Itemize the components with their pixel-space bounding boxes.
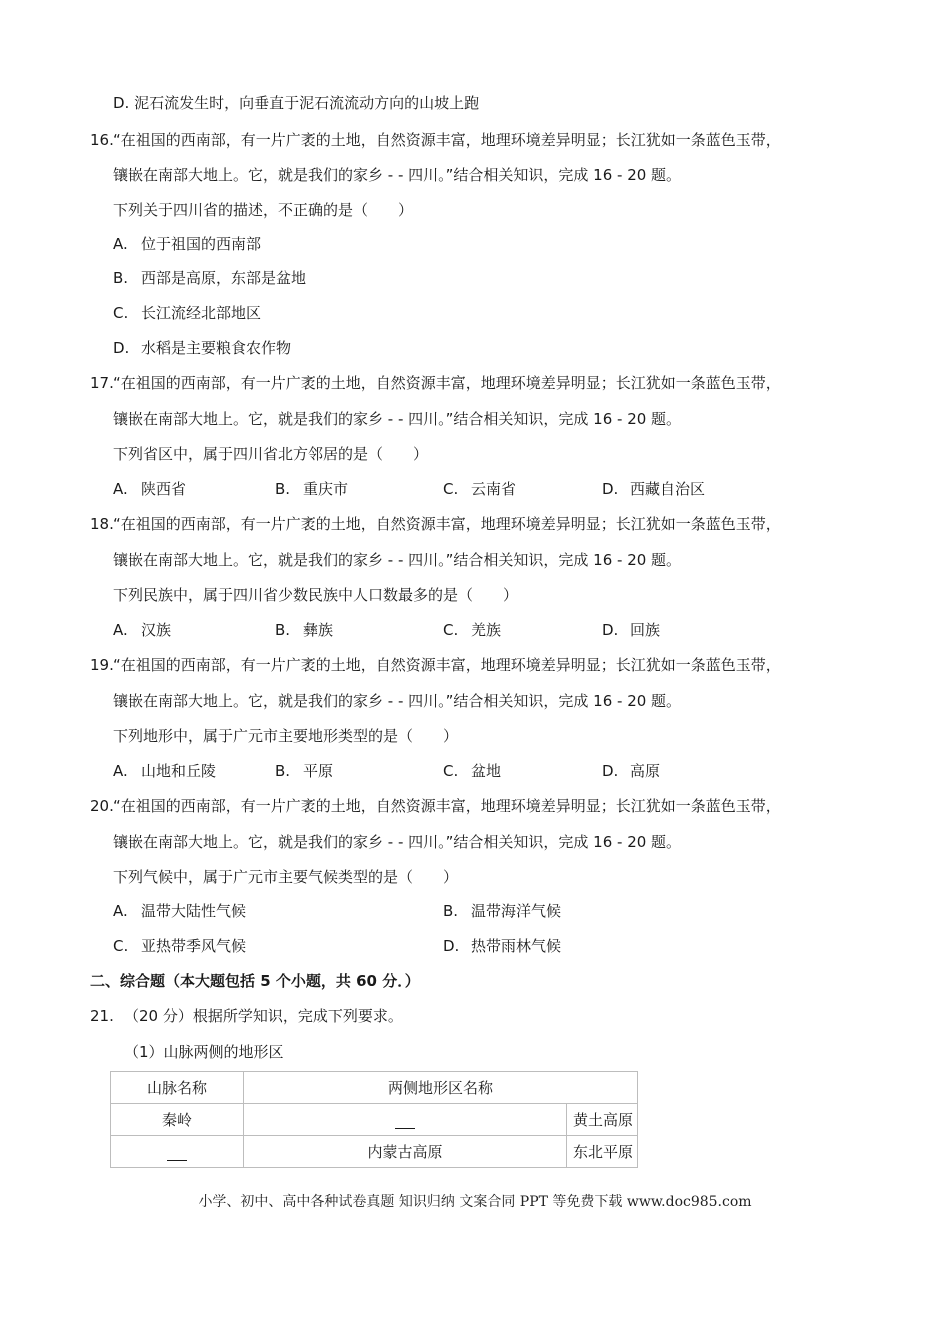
option-a[interactable]: A. 温带大陆性气候 [113, 902, 247, 920]
mountain-cell: 秦岭 [111, 1104, 244, 1136]
passage-line-2: 镶嵌在南部大地上。它，就是我们的家乡 - - 四川。”结合相关知识，完成 16 - 20 题。 [113, 551, 682, 569]
passage-line-1: “在祖国的西南部，有一片广袤的土地，自然资源丰富，地理环境差异明显；长江犹如一条蓝色玉带， [113, 374, 781, 392]
table-row [111, 1104, 638, 1136]
passage-line-2: 镶嵌在南部大地上。它，就是我们的家乡 - - 四川。”结合相关知识，完成 16 - 20 题。 [113, 410, 682, 428]
option-b[interactable]: B. 平原 [275, 762, 334, 780]
header-terrain-regions: 两侧地形区名称 [244, 1072, 638, 1104]
table-row [111, 1136, 638, 1168]
terrain-table [110, 1071, 638, 1168]
option-d[interactable]: D. 西藏自治区 [602, 480, 706, 498]
page-footer: 小学、初中、高中各种试卷真题 知识归纳 文案合同 PPT 等免费下载 www.doc985.com [198, 1194, 752, 1210]
option-a[interactable]: A. 山地和丘陵 [113, 762, 217, 780]
question-number: 17. [90, 374, 114, 392]
section-heading: 二、综合题（本大题包括 5 个小题，共 60 分．） [90, 972, 420, 990]
answer-blank[interactable] [395, 1114, 415, 1129]
option-b[interactable]: B. 重庆市 [275, 480, 349, 498]
option-d[interactable]: D. 水稻是主要粮食农作物 [113, 339, 292, 357]
terrain-cell: 黄土高原 [567, 1104, 638, 1136]
option-d[interactable]: D. 高原 [602, 762, 661, 780]
option-c[interactable]: C. 亚热带季风气候 [113, 937, 247, 955]
passage-line-1: “在祖国的西南部，有一片广袤的土地，自然资源丰富，地理环境差异明显；长江犹如一条蓝色玉带， [113, 131, 781, 149]
option-c[interactable]: C. 长江流经北部地区 [113, 304, 262, 322]
passage-line-1: “在祖国的西南部，有一片广袤的土地，自然资源丰富，地理环境差异明显；长江犹如一条蓝色玉带， [113, 797, 781, 815]
answer-blank-cell[interactable] [111, 1136, 244, 1168]
option-b[interactable]: B. 温带海洋气候 [443, 902, 562, 920]
option-d[interactable]: D. 回族 [602, 621, 661, 639]
passage-line-2: 镶嵌在南部大地上。它，就是我们的家乡 - - 四川。”结合相关知识，完成 16 - 20 题。 [113, 833, 682, 851]
passage-line-1: “在祖国的西南部，有一片广袤的土地，自然资源丰富，地理环境差异明显；长江犹如一条蓝色玉带， [113, 515, 781, 533]
question-prompt: 下列地形中，属于广元市主要地形类型的是（ ） [113, 727, 459, 745]
terrain-cell: 东北平原 [567, 1136, 638, 1168]
question-21-number: 21. [90, 1007, 114, 1025]
option-b[interactable]: B. 西部是高原，东部是盆地 [113, 269, 307, 287]
option-a[interactable]: A. 汉族 [113, 621, 172, 639]
question-number: 18. [90, 515, 114, 533]
question-prompt: 下列省区中，属于四川省北方邻居的是（ ） [113, 445, 429, 463]
question-prompt: 下列民族中，属于四川省少数民族中人口数最多的是（ ） [113, 586, 519, 604]
option-c[interactable]: C. 云南省 [443, 480, 517, 498]
option-c[interactable]: C. 羌族 [443, 621, 502, 639]
table-header-row [111, 1072, 638, 1104]
question-number: 16. [90, 131, 114, 149]
option-c[interactable]: C. 盆地 [443, 762, 502, 780]
prev-question-option-d: D. 泥石流发生时，向垂直于泥石流流动方向的山坡上跑 [113, 94, 480, 112]
question-prompt: 下列关于四川省的描述，不正确的是（ ） [113, 201, 414, 219]
option-a[interactable]: A. 陕西省 [113, 480, 187, 498]
option-d[interactable]: D. 热带雨林气候 [443, 937, 562, 955]
sub-question-1: （1）山脉两侧的地形区 [124, 1043, 284, 1061]
question-number: 20. [90, 797, 114, 815]
header-mountain: 山脉名称 [111, 1072, 244, 1104]
terrain-cell: 内蒙古高原 [244, 1136, 567, 1168]
question-prompt: 下列气候中，属于广元市主要气候类型的是（ ） [113, 868, 459, 886]
option-b[interactable]: B. 彝族 [275, 621, 334, 639]
question-number: 19. [90, 656, 114, 674]
passage-line-2: 镶嵌在南部大地上。它，就是我们的家乡 - - 四川。”结合相关知识，完成 16 - 20 题。 [113, 166, 682, 184]
passage-line-2: 镶嵌在南部大地上。它，就是我们的家乡 - - 四川。”结合相关知识，完成 16 - 20 题。 [113, 692, 682, 710]
answer-blank[interactable] [167, 1146, 187, 1161]
question-21-text: （20 分）根据所学知识，完成下列要求。 [124, 1007, 403, 1025]
passage-line-1: “在祖国的西南部，有一片广袤的土地，自然资源丰富，地理环境差异明显；长江犹如一条蓝色玉带， [113, 656, 781, 674]
answer-blank-cell[interactable] [244, 1104, 567, 1136]
option-a[interactable]: A. 位于祖国的西南部 [113, 235, 262, 253]
